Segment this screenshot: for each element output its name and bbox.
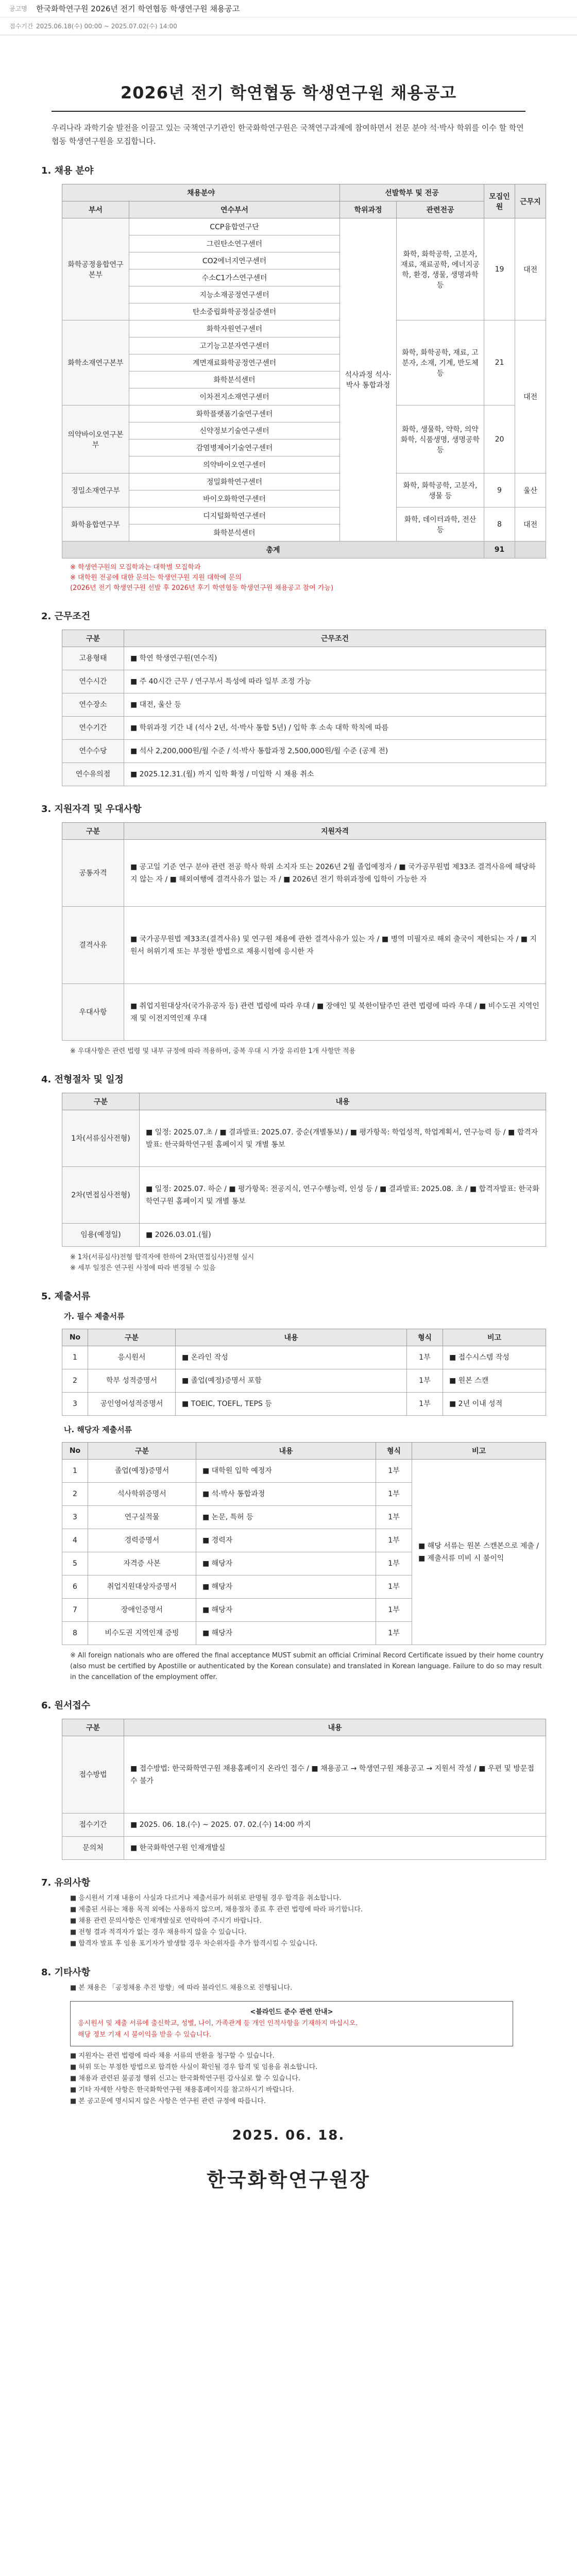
row-val: ■ 일정: 2025.07.초 / ■ 결과발표: 2025.07. 중순(개별통보) / ■ 평가항목: 학업성적, 학업계획서, 연구능력 등 / ■ 합격자발표: 한국화학연구원 홈페이지 및 개별 통보 <box>140 1110 546 1167</box>
section-title: 8. 기타사항 <box>41 1967 91 1978</box>
major-cell: 바이오화학연구센터 <box>129 490 340 507</box>
major-cell: CO2에너지연구센터 <box>129 252 340 269</box>
th-type: 형식 <box>376 1443 412 1460</box>
table-row <box>62 907 546 984</box>
count-cell: 9 <box>484 473 515 507</box>
cell-desc: ■ 졸업(예정)증명서 포함 <box>176 1369 407 1393</box>
section-title: 7. 유의사항 <box>41 1877 91 1888</box>
row-key: 연수기간 <box>62 717 124 740</box>
count-cell: 8 <box>484 507 515 541</box>
table-row <box>62 1167 546 1224</box>
th-desc: 내용 <box>196 1443 376 1460</box>
cell-type: 1부 <box>376 1529 412 1552</box>
row-val: ■ 일정: 2025.07. 하순 / ■ 평가항목: 전공지식, 연구수행능력, 인성 등 / ■ 결과발표: 2025.08. 초 / ■ 합격자발표: 한국화학연구원 홈페이지 및 개별 통보 <box>140 1167 546 1224</box>
th-req: 선발학부 및 전공 <box>340 184 484 201</box>
table-row <box>62 473 546 490</box>
cell-type: 1부 <box>376 1599 412 1622</box>
total-count: 91 <box>484 541 515 558</box>
rel-cell: 화학, 화학공학, 고분자, 생물 등 <box>397 473 484 507</box>
table-row <box>62 647 546 670</box>
list-item: ■ 제출된 서류는 채용 목적 외에는 사용하지 않으며, 채용절차 종료 후 관련 법령에 따라 파기합니다. <box>70 1906 363 1913</box>
major-cell: 그린탄소연구센터 <box>129 235 340 252</box>
table-row <box>62 218 546 235</box>
site-cell: 대전 <box>515 507 546 541</box>
row-key: 2차(면접심사전형) <box>62 1167 140 1224</box>
eligibility-table <box>62 822 546 1041</box>
th-no: No <box>62 1443 88 1460</box>
issuer-name: 한국화학연구원장 <box>207 2168 370 2191</box>
table-row <box>62 1224 546 1247</box>
meta-title-row <box>0 0 577 18</box>
cell-name: 자격증 사본 <box>88 1552 196 1575</box>
cell-note: ■ 원본 스캔 <box>443 1369 546 1393</box>
th-k: 구분 <box>62 1093 140 1110</box>
table-row <box>62 320 546 337</box>
th-rel: 관련전공 <box>397 201 484 218</box>
section-title: 3. 지원자격 및 우대사항 <box>41 804 142 815</box>
row-key: 연수시간 <box>62 670 124 693</box>
cell-no: 1 <box>62 1346 88 1369</box>
cell-no: 7 <box>62 1599 88 1622</box>
table-row <box>62 717 546 740</box>
th-v: 내용 <box>124 1719 546 1736</box>
table-row <box>62 507 546 524</box>
cell-no: 4 <box>62 1529 88 1552</box>
cell-desc: ■ 해당자 <box>196 1599 376 1622</box>
cell-no: 5 <box>62 1552 88 1575</box>
cell-name: 학부 성적증명서 <box>88 1369 176 1393</box>
major-cell: 신약정보기술연구센터 <box>129 422 340 439</box>
cell-name: 석사학위증명서 <box>88 1483 196 1506</box>
rel-cell: 화학, 화학공학, 고분자, 재료, 재료공학, 에너지공학, 환경, 생물, 생명과학 등 <box>397 218 484 320</box>
title-divider <box>52 111 525 112</box>
table-row <box>62 1346 546 1369</box>
row-val: ■ 접수방법: 한국화학연구원 채용홈페이지 온라인 접수 / ■ 채용공고 → 학생연구원 채용공고 → 지원서 작성 / ■ 우편 및 방문접수 불가 <box>124 1736 546 1814</box>
th-dept: 부서 <box>62 201 129 218</box>
cell-name: 졸업(예정)증명서 <box>88 1460 196 1483</box>
list-item: ■ 채용과 관련된 불공정 행위 신고는 한국화학연구원 감사실로 할 수 있습니다. <box>70 2075 301 2082</box>
cell-type: 1부 <box>376 1483 412 1506</box>
row-key: 고용형태 <box>62 647 124 670</box>
total-empty <box>515 541 546 558</box>
rel-cell: 화학, 화학공학, 재료, 고분자, 소재, 기계, 반도체 등 <box>397 320 484 405</box>
th-field: 채용분야 <box>62 184 340 201</box>
doc-intro: 우리나라 과학기술 발전을 이끌고 있는 국책연구기관인 한국화학연구원은 국책연구과제에 참여하면서 전문 분야 석·박사 학위를 이수 할 학연협동 학생연구원을 모집합니다. <box>52 123 524 146</box>
th-v: 근무조건 <box>124 630 546 647</box>
count-cell: 19 <box>484 218 515 320</box>
meta-title: 한국화학연구원 2026년 전기 학연협동 학생연구원 채용공고 <box>36 4 240 13</box>
section-title: 4. 전형절차 및 일정 <box>41 1074 124 1085</box>
list-item: ■ 지원자는 관련 법령에 따라 채용 서류의 반환을 청구할 수 있습니다. <box>70 2052 275 2060</box>
table-row <box>62 1460 546 1483</box>
table-row <box>62 740 546 763</box>
section-title: 2. 근무조건 <box>41 611 91 622</box>
major-cell: 계면재료화학공정연구센터 <box>129 354 340 371</box>
th-note: 비고 <box>412 1443 546 1460</box>
cell-name: 연구실적물 <box>88 1506 196 1529</box>
th-v: 내용 <box>140 1093 546 1110</box>
etc-lead: ■ 본 채용은 「공정채용 추진 방향」에 따라 블라인드 채용으로 진행됩니다. <box>70 1984 293 1992</box>
row-val: ■ 석사 2,200,000원/월 수준 / 석·박사 통합과정 2,500,000원/월 수준 (공제 전) <box>124 740 546 763</box>
eligibility-foot: ※ 우대사항은 관련 법령 및 내부 규정에 따라 적용하며, 중복 우대 시 가장 유리한 1개 사항만 적용 <box>70 1047 356 1055</box>
table-row <box>62 670 546 693</box>
row-key: 임용(예정일) <box>62 1224 140 1247</box>
application-table <box>62 1719 546 1860</box>
major-cell: 이차전지소재연구센터 <box>129 388 340 405</box>
th-site: 근무지 <box>515 184 546 218</box>
th-no: No <box>62 1329 88 1346</box>
row-key: 연수수당 <box>62 740 124 763</box>
cell-type: 1부 <box>407 1346 443 1369</box>
section-title: 1. 채용 분야 <box>41 165 94 176</box>
th-degree: 학위과정 <box>340 201 397 218</box>
row-key: 우대사항 <box>62 984 124 1041</box>
major-cell: 지능소재공정연구센터 <box>129 286 340 303</box>
notice-meta <box>0 0 577 36</box>
major-cell: CCP융합연구단 <box>129 218 340 235</box>
cell-note: ■ 해당 서류는 원본 스캔본으로 제출 / ■ 제출서류 미비 시 불이익 <box>412 1460 546 1645</box>
row-val: ■ 2025.12.31.(월) 까지 입학 확정 / 미입학 시 채용 취소 <box>124 763 546 786</box>
cell-name: 응시원서 <box>88 1346 176 1369</box>
table-row <box>62 1110 546 1167</box>
major-cell: 화학플랫폼기술연구센터 <box>129 405 340 422</box>
major-cell: 화학분석센터 <box>129 371 340 388</box>
cell-name: 비수도권 지역인재 증빙 <box>88 1622 196 1645</box>
list-item: ■ 전형 결과 적격자가 없는 경우 채용하지 않을 수 있습니다. <box>70 1928 247 1936</box>
row-key: 결격사유 <box>62 907 124 984</box>
field-notes <box>70 563 556 594</box>
box-line: 응시원서 및 제출 서류에 출신학교, 성별, 나이, 가족관계 등 개인 인적사항을 기재하지 마십시오. <box>78 2020 358 2027</box>
table-row <box>62 984 546 1041</box>
table-row <box>62 1814 546 1837</box>
required-docs-table <box>62 1329 546 1416</box>
cell-desc: ■ 온라인 작성 <box>176 1346 407 1369</box>
major-cell: 감염병제어기술연구센터 <box>129 439 340 456</box>
list-item: ■ 기타 자세한 사항은 한국화학연구원 채용홈페이지를 참고하시기 바랍니다. <box>70 2086 294 2094</box>
section-title: 6. 원서접수 <box>41 1700 91 1711</box>
row-key: 연수장소 <box>62 693 124 717</box>
rel-cell: 화학, 데이터과학, 전산 등 <box>397 507 484 541</box>
box-heading: <블라인드 준수 관련 안내> <box>250 2008 333 2016</box>
row-key: 접수방법 <box>62 1736 124 1814</box>
row-val: ■ 국가공무원법 제33조(결격사유) 및 연구원 채용에 관한 결격사유가 있는 자 / ■ 병역 미필자로 해외 출국이 제한되는 자 / ■ 지원서 허위기재 또는 부정한 방법으로 채용시험에 응시한 자 <box>124 907 546 984</box>
table-row <box>62 1369 546 1393</box>
field-table <box>62 184 546 558</box>
major-cell: 정밀화학연구센터 <box>129 473 340 490</box>
row-key: 문의처 <box>62 1837 124 1860</box>
note-line: ※ 대학원 전공에 대한 문의는 학생연구원 지원 대학에 문의 <box>70 574 242 582</box>
table-row <box>62 840 546 907</box>
cell-desc: ■ 석·박사 통합과정 <box>196 1483 376 1506</box>
site-cell: 대전 <box>515 320 546 473</box>
cell-desc: ■ 경력자 <box>196 1529 376 1552</box>
count-cell: 21 <box>484 320 515 405</box>
cell-desc: ■ TOEIC, TOEFL, TEPS 등 <box>176 1393 407 1416</box>
cell-name: 공인영어성적증명서 <box>88 1393 176 1416</box>
rel-cell: 화학, 생물학, 약학, 의약화학, 식품생명, 생명공학 등 <box>397 405 484 473</box>
cell-note: ■ 2년 이내 성적 <box>443 1393 546 1416</box>
cell-name: 장애인증명서 <box>88 1599 196 1622</box>
row-val: ■ 대전, 울산 등 <box>124 693 546 717</box>
cell-type: 1부 <box>376 1506 412 1529</box>
count-cell: 20 <box>484 405 515 473</box>
th-type: 형식 <box>407 1329 443 1346</box>
list-item: ■ 허위 또는 부정한 방법으로 합격한 사실이 확인될 경우 합격 및 임용을 취소합니다. <box>70 2063 318 2071</box>
table-row <box>62 1837 546 1860</box>
cell-no: 8 <box>62 1622 88 1645</box>
th-name: 구분 <box>88 1443 196 1460</box>
major-cell: 화학자원연구센터 <box>129 320 340 337</box>
cell-desc: ■ 해당자 <box>196 1575 376 1599</box>
row-val: ■ 취업지원대상자(국가유공자 등) 관련 법령에 따라 우대 / ■ 장애인 및 북한이탈주민 관련 법령에 따라 우대 / ■ 비수도권 지역인재 및 이전지역인재 우대 <box>124 984 546 1041</box>
th-k: 구분 <box>62 823 124 840</box>
cell-no: 3 <box>62 1506 88 1529</box>
dept-cell: 화학공정융합연구본부 <box>62 218 129 320</box>
process-table <box>62 1093 546 1247</box>
cell-no: 2 <box>62 1369 88 1393</box>
major-cell: 수소C1가스연구센터 <box>129 269 340 286</box>
issue-date: 2025. 06. 18. <box>232 2128 345 2143</box>
th-k: 구분 <box>62 630 124 647</box>
row-val: ■ 한국화학연구원 인재개발실 <box>124 1837 546 1860</box>
total-label: 총계 <box>62 541 484 558</box>
doc-title: 2026년 전기 학연협동 학생연구원 채용공고 <box>120 83 457 103</box>
row-val: ■ 학위과정 기간 내 (석사 2년, 석·박사 통합 5년) / 입학 후 소속 대학 학칙에 따름 <box>124 717 546 740</box>
row-key: 1차(서류심사전형) <box>62 1110 140 1167</box>
cell-type: 1부 <box>376 1460 412 1483</box>
cell-type: 1부 <box>407 1393 443 1416</box>
cell-type: 1부 <box>376 1622 412 1645</box>
major-cell: 의약바이오연구센터 <box>129 456 340 473</box>
total-row <box>62 541 546 558</box>
meta-period: 2025.06.18(수) 00:00 ~ 2025.07.02(수) 14:00 <box>36 23 177 30</box>
row-val: ■ 2025. 06. 18.(수) ~ 2025. 07. 02.(수) 14:00 까지 <box>124 1814 546 1837</box>
cell-no: 2 <box>62 1483 88 1506</box>
site-cell: 대전 <box>515 218 546 320</box>
major-cell: 고기능고분자연구센터 <box>129 337 340 354</box>
box-line: 해당 정보 기재 시 불이익을 받을 수 있습니다. <box>78 2031 212 2039</box>
cell-desc: ■ 해당자 <box>196 1552 376 1575</box>
cell-desc: ■ 해당자 <box>196 1622 376 1645</box>
dept-cell: 화학융합연구부 <box>62 507 129 541</box>
th-note: 비고 <box>443 1329 546 1346</box>
cell-type: 1부 <box>376 1575 412 1599</box>
subsection-title: 가. 필수 제출서류 <box>64 1312 125 1321</box>
list-item: ■ 본 공고문에 명시되지 않은 사항은 연구원 관련 규정에 따릅니다. <box>70 2097 266 2105</box>
degree-cell: 석사과정 석사·박사 통합과정 <box>340 218 397 541</box>
cell-name: 경력증명서 <box>88 1529 196 1552</box>
row-val: ■ 학연 학생연구원(연수직) <box>124 647 546 670</box>
row-key: 공통자격 <box>62 840 124 907</box>
conditions-table <box>62 630 546 786</box>
table-row <box>62 405 546 422</box>
cell-note: ■ 접수시스템 작성 <box>443 1346 546 1369</box>
etc-list <box>70 2050 544 2107</box>
table-row <box>62 1736 546 1814</box>
th-v: 지원자격 <box>124 823 546 840</box>
table-row <box>62 1393 546 1416</box>
note-line: (2026년 전기 학생연구원 선발 후 2026년 후기 학연협동 학생연구원 채용공고 참여 가능) <box>70 584 334 592</box>
th-k: 구분 <box>62 1719 124 1736</box>
major-cell: 화학분석센터 <box>129 524 340 541</box>
dept-cell: 의약바이오연구본부 <box>62 405 129 473</box>
caution-list <box>70 1893 544 1950</box>
foot-line: ※ 세부 일정은 연구원 사정에 따라 변경될 수 있음 <box>70 1264 216 1272</box>
cell-name: 취업지원대상자증명서 <box>88 1575 196 1599</box>
cell-desc: ■ 논문, 특허 등 <box>196 1506 376 1529</box>
th-major: 연수부서 <box>129 201 340 218</box>
list-item: ■ 응시원서 기재 내용이 사실과 다르거나 제출서류가 허위로 판명될 경우 합격을 취소합니다. <box>70 1894 342 1902</box>
list-item: ■ 채용 관련 문의사항은 인재개발실로 연락하여 주시기 바랍니다. <box>70 1917 262 1925</box>
site-cell: 울산 <box>515 473 546 507</box>
dept-cell: 화학소재연구본부 <box>62 320 129 405</box>
row-key: 연수유의점 <box>62 763 124 786</box>
th-name: 구분 <box>88 1329 176 1346</box>
cell-no: 3 <box>62 1393 88 1416</box>
table-row <box>62 763 546 786</box>
section-title: 5. 제출서류 <box>41 1291 91 1302</box>
meta-title-key: 공고명 <box>9 5 27 12</box>
major-cell: 디지털화학연구센터 <box>129 507 340 524</box>
row-val: ■ 공고일 기준 연구 분야 관련 전공 학사 학위 소지자 또는 2026년 2월 졸업예정자 / ■ 국가공무원법 제33조 결격사유에 해당하지 않는 자 / ■ 해외여행에 결격사유가 없는 자 / ■ 2026년 전기 학위과정에 입학이 가능한 자 <box>124 840 546 907</box>
row-key: 접수기간 <box>62 1814 124 1837</box>
meta-period-row <box>0 18 577 35</box>
foreign-notice: ※ All foreign nationals who are offered the final acceptance MUST submit an official Criminal Record Certificate issued by their home country (also must be certified by Apostille or authenticated by the Korean consulate) and translated in Korean language. Failure to do so may result in the cancellation of the employment offer. <box>70 1652 544 1681</box>
note-line: ※ 학생연구원의 모집학과는 대학별 모집학과 <box>70 564 201 571</box>
th-count: 모집인원 <box>484 184 515 218</box>
foot-line: ※ 1차(서류심사)전형 합격자에 한하여 2차(면접심사)전형 실시 <box>70 1253 254 1261</box>
major-cell: 탄소중립화학공정실증센터 <box>129 303 340 320</box>
process-foot <box>70 1252 544 1274</box>
optional-docs-table <box>62 1442 546 1645</box>
table-row <box>62 693 546 717</box>
row-val: ■ 2026.03.01.(월) <box>140 1224 546 1247</box>
notice-document <box>21 80 556 2576</box>
th-desc: 내용 <box>176 1329 407 1346</box>
meta-period-key: 접수기간 <box>9 23 33 30</box>
cell-no: 6 <box>62 1575 88 1599</box>
cell-desc: ■ 대학원 입학 예정자 <box>196 1460 376 1483</box>
blind-notice-box <box>70 2001 513 2046</box>
cell-type: 1부 <box>407 1369 443 1393</box>
subsection-title: 나. 해당자 제출서류 <box>64 1425 132 1434</box>
row-val: ■ 주 40시간 근무 / 연구부서 특성에 따라 일부 조정 가능 <box>124 670 546 693</box>
cell-type: 1부 <box>376 1552 412 1575</box>
cell-no: 1 <box>62 1460 88 1483</box>
list-item: ■ 합격자 발표 후 임용 포기자가 발생할 경우 차순위자를 추가 합격시킬 수 있습니다. <box>70 1940 318 1947</box>
dept-cell: 정밀소재연구부 <box>62 473 129 507</box>
